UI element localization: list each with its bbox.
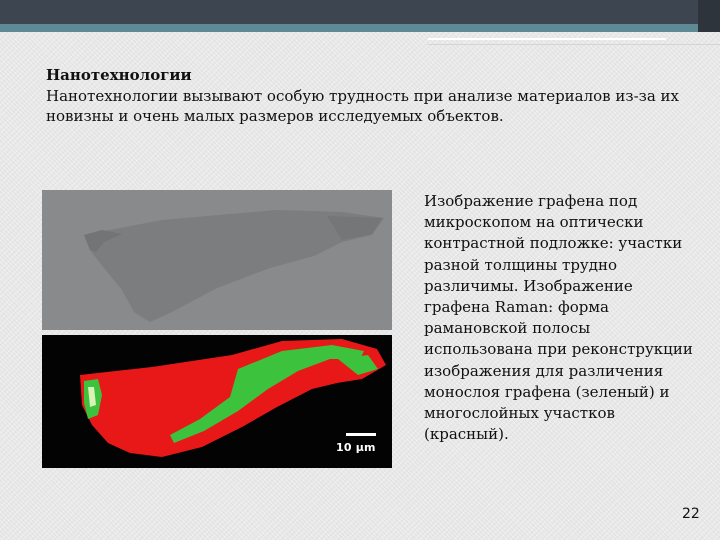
header-accent-stripe [0, 24, 720, 32]
page-number: 22 [682, 506, 700, 522]
graphene-raman-image [42, 335, 392, 468]
header-band [0, 0, 720, 24]
slide-intro-text: Нанотехнологии вызывают особую трудность при анализе материалов из-за их новизны и очень малых размеров исследуемых объектов. [46, 87, 679, 125]
figure-caption: Изображение графена под микроскопом на оптически контрастной подложке: участки разной толщины трудно различимы. Изображение графена Raman: форма рамановской полосы использована при реконструкции изображения для различения монослоя графена (зеленый) и многослойных участков (красный). [424, 192, 693, 444]
graphene-optical-image [42, 190, 392, 330]
slide-title: Нанотехнологии [46, 66, 192, 84]
decorative-rule [428, 38, 666, 40]
decorative-rule-thin [428, 44, 720, 45]
scale-bar-label: 10 μm [336, 441, 376, 454]
scale-bar [346, 433, 376, 436]
header-corner [698, 0, 720, 32]
